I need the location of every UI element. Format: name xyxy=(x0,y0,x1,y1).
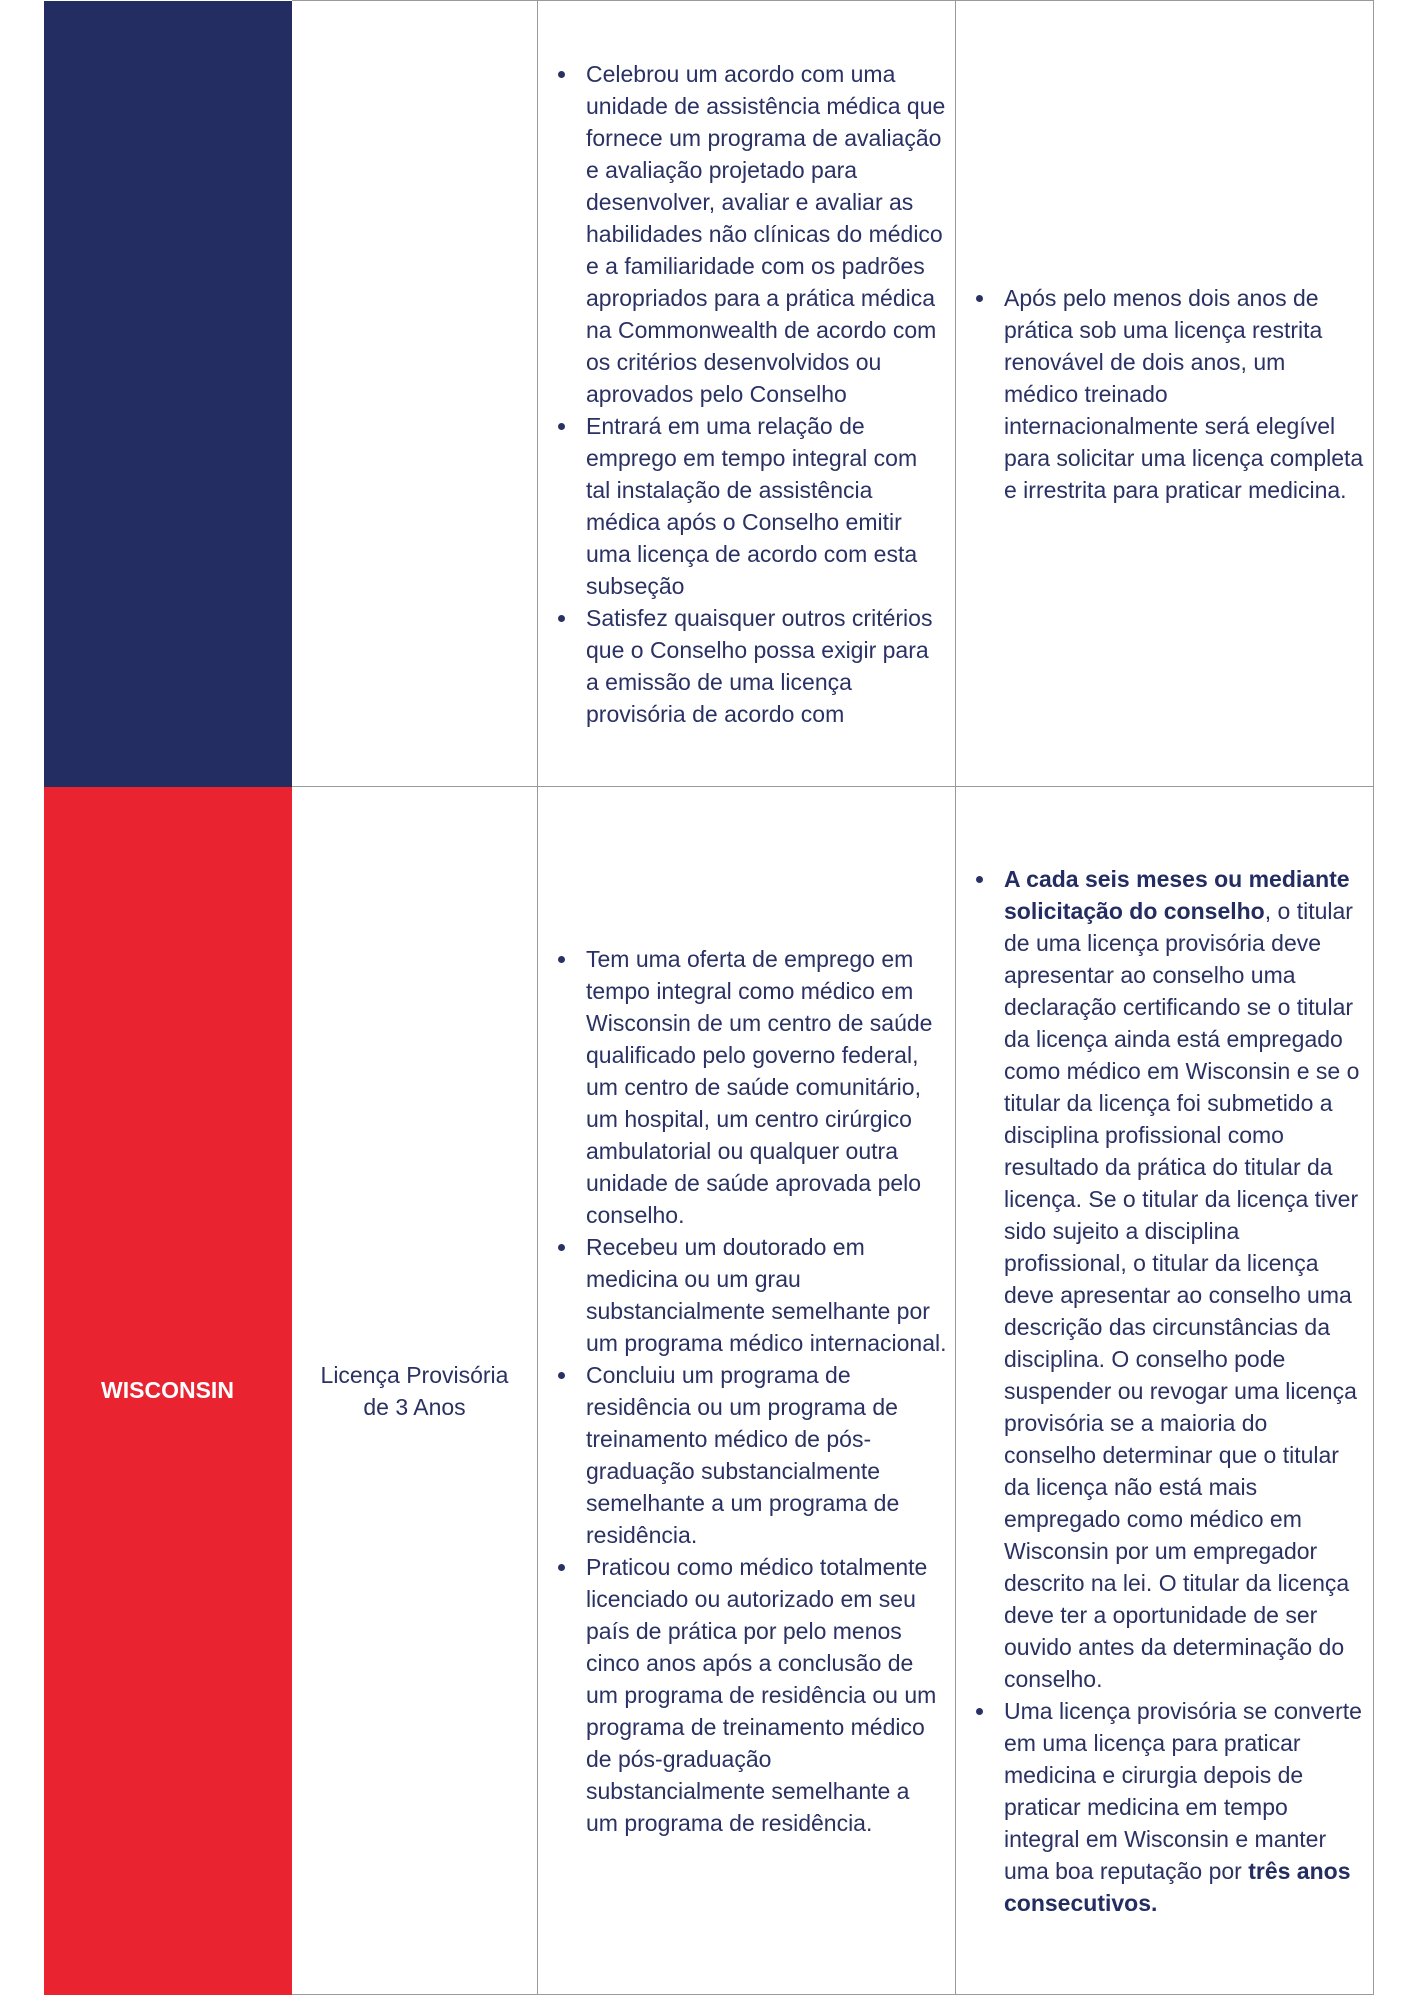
table-row xyxy=(44,787,1374,1995)
notes-list xyxy=(956,282,1373,506)
list-item xyxy=(1004,863,1365,1695)
table-row xyxy=(44,1,1374,787)
notes-cell xyxy=(956,1,1374,787)
requirements-cell xyxy=(538,1,956,787)
emphasis-text: três anos consecutivos. xyxy=(1004,1857,1351,1916)
list-item: Satisfez quaisquer outros critérios que o Conselho possa exigir para a emissão de uma licença provisória de acordo com xyxy=(586,602,947,730)
list-item: Concluiu um programa de residência ou um programa de treinamento médico de pós-graduação substancialmente semelhante a um programa de residência. xyxy=(586,1359,947,1551)
list-item xyxy=(1004,1695,1365,1919)
requirements-list xyxy=(538,943,955,1839)
list-item: Recebeu um doutorado em medicina ou um grau substancialmente semelhante por um programa médico internacional. xyxy=(586,1231,947,1359)
notes-cell xyxy=(956,787,1374,1995)
requirements-list xyxy=(538,58,955,730)
requirements-cell xyxy=(538,787,956,1995)
list-item: Celebrou um acordo com uma unidade de assistência médica que fornece um programa de avaliação e avaliação projetado para desenvolver, avaliar e avaliar as habilidades não clínicas do médico e a familiaridade com os padrões apropriados para a prática médica na Commonwealth de acordo com os critérios desenvolvidos ou aprovados pelo Conselho xyxy=(586,58,947,410)
license-type-cell xyxy=(292,1,538,787)
notes-list xyxy=(956,863,1373,1919)
list-item: Entrará em uma relação de emprego em tempo integral com tal instalação de assistência médica após o Conselho emitir uma licença de acordo com esta subseção xyxy=(586,410,947,602)
emphasis-text: A cada seis meses ou mediante solicitação do conselho xyxy=(1004,865,1350,924)
body-text: Uma licença provisória se converte em uma licença para praticar medicina e cirurgia depois de praticar medicina em tempo integral em Wisconsin e manter uma boa reputação por xyxy=(1004,1697,1362,1884)
list-item: Tem uma oferta de emprego em tempo integral como médico em Wisconsin de um centro de saúde qualificado pelo governo federal, um centro de saúde comunitário, um hospital, um centro cirúrgico ambulatorial ou qualquer outra unidade de saúde aprovada pelo conselho. xyxy=(586,943,947,1231)
license-type-cell: Licença Provisória de 3 Anos xyxy=(292,787,538,1995)
body-text: , o titular de uma licença provisória deve apresentar ao conselho uma declaração certificando se o titular da licença ainda está empregado como médico em Wisconsin e se o titular da licença foi submetido a disciplina profissional como resultado da prática do titular da licença. Se o titular da licença tiver sido sujeito a disciplina profissional, o titular da licença deve apresentar ao conselho uma descrição das circunstâncias da disciplina. O conselho pode suspender ou revogar uma licença provisória se a maioria do conselho determinar que o titular da licença não está mais empregado como médico em Wisconsin por um empregador descrito na lei. O titular da licença deve ter a oportunidade de ser ouvido antes da determinação do conselho. xyxy=(1004,897,1360,1692)
list-item: Praticou como médico totalmente licenciado ou autorizado em seu país de prática por pelo menos cinco anos após a conclusão de um programa de residência ou um programa de treinamento médico de pós-graduação substancialmente semelhante a um programa de residência. xyxy=(586,1551,947,1839)
state-cell: WISCONSIN xyxy=(44,787,292,1995)
licensing-table xyxy=(43,0,1374,1995)
state-cell xyxy=(44,1,292,787)
list-item: Após pelo menos dois anos de prática sob uma licença restrita renovável de dois anos, um médico treinado internacionalmente será elegível para solicitar uma licença completa e irrestrita para praticar medicina. xyxy=(1004,282,1365,506)
